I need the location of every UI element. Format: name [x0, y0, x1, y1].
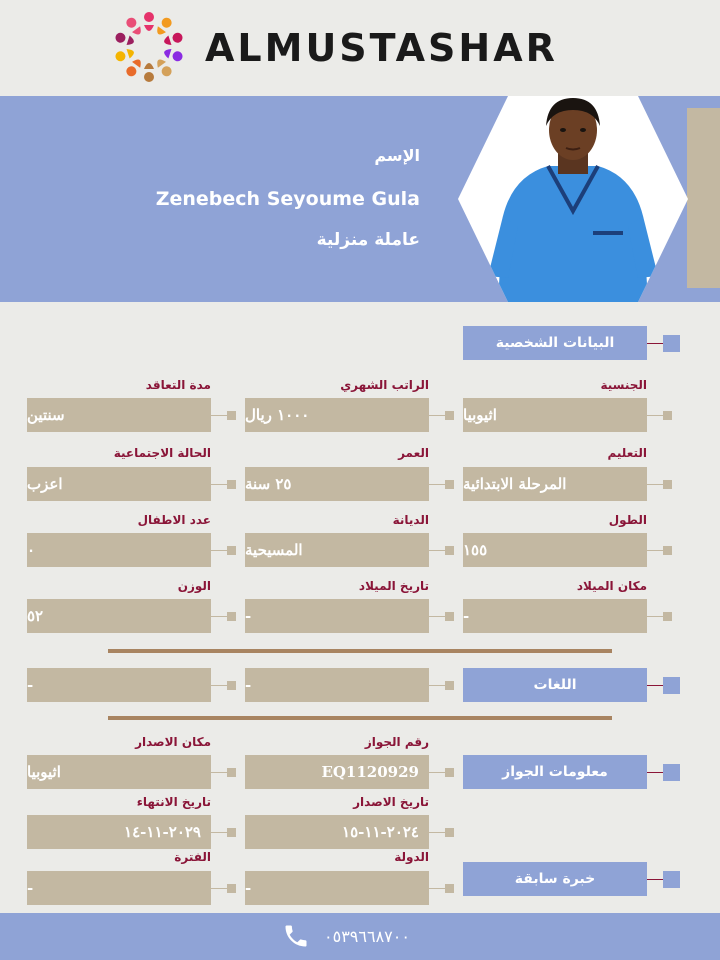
connector — [211, 550, 227, 551]
field-marker — [445, 612, 454, 621]
brand-name: ALMUSTASHAR — [205, 26, 558, 70]
connector — [647, 550, 663, 551]
period-label: الفترة — [174, 850, 211, 864]
connector — [647, 616, 663, 617]
passport-number-value: EQ1120929 — [245, 755, 429, 789]
phone-number[interactable]: ٠٥٣٩٦٦٨٧٠٠ — [324, 927, 410, 946]
age-label: العمر — [398, 446, 429, 460]
contract-duration-label: مدة التعاقد — [145, 378, 211, 392]
banner-accent-strip — [687, 108, 720, 288]
field-marker — [445, 480, 454, 489]
field-marker — [663, 612, 672, 621]
logo-icon — [108, 6, 190, 88]
profile-banner — [0, 96, 720, 302]
footer-bar — [0, 913, 720, 960]
heading-connector — [647, 879, 663, 880]
connector — [211, 772, 227, 773]
languages-heading: اللغات — [463, 668, 647, 702]
heading-marker — [663, 764, 680, 781]
connector — [211, 415, 227, 416]
connector — [429, 832, 445, 833]
field-marker — [227, 768, 236, 777]
heading-connector — [647, 343, 663, 344]
section-divider — [108, 716, 612, 720]
job-title: عاملة منزلية — [316, 230, 420, 250]
children-count-label: عدد الاطفال — [137, 513, 211, 527]
period-value: - — [27, 871, 211, 905]
connector — [211, 832, 227, 833]
heading-marker — [663, 677, 680, 694]
expiry-date-value: ٢٠٢٩-١١-١٤ — [27, 815, 211, 849]
field-marker — [445, 546, 454, 555]
salary-value: ١٠٠٠ ريال — [245, 398, 429, 432]
issue-place-value: اثيوبيا — [27, 755, 211, 789]
candidate-name: Zenebech Seyoume Gula — [155, 188, 420, 210]
marital-status-label: الحالة الاجتماعية — [113, 446, 211, 460]
field-marker — [663, 480, 672, 489]
connector — [429, 550, 445, 551]
education-value: المرحلة الابتدائية — [463, 467, 647, 501]
age-value: ٢٥ سنة — [245, 467, 429, 501]
birthplace-label: مكان الميلاد — [576, 579, 647, 593]
heading-connector — [647, 685, 663, 686]
field-marker — [445, 681, 454, 690]
field-marker — [227, 828, 236, 837]
section-divider — [108, 649, 612, 653]
height-value: ١٥٥ — [463, 533, 647, 567]
children-count-value: ٠ — [27, 533, 211, 567]
connector — [647, 484, 663, 485]
connector — [429, 616, 445, 617]
name-label: الإسم — [374, 146, 420, 165]
field-marker — [227, 411, 236, 420]
experience-heading: خبرة سابقة — [463, 862, 647, 896]
connector — [429, 415, 445, 416]
field-marker — [445, 411, 454, 420]
nationality-label: الجنسية — [600, 378, 647, 392]
heading-marker — [663, 871, 680, 888]
birthdate-value: - — [245, 599, 429, 633]
field-marker — [227, 884, 236, 893]
weight-label: الوزن — [177, 579, 211, 593]
field-marker — [445, 884, 454, 893]
field-marker — [227, 681, 236, 690]
field-marker — [227, 480, 236, 489]
country-value: - — [245, 871, 429, 905]
connector — [429, 888, 445, 889]
field-marker — [445, 828, 454, 837]
brand-header — [0, 0, 720, 96]
connector — [211, 616, 227, 617]
issue-date-value: ٢٠٢٤-١١-١٥ — [245, 815, 429, 849]
expiry-date-label: تاريخ الانتهاء — [136, 795, 211, 809]
connector — [211, 685, 227, 686]
height-label: الطول — [608, 513, 647, 527]
field-marker — [227, 546, 236, 555]
connector — [429, 484, 445, 485]
field-marker — [445, 768, 454, 777]
contract-duration-value: سنتين — [27, 398, 211, 432]
religion-label: الديانة — [392, 513, 429, 527]
birthdate-label: تاريخ الميلاد — [358, 579, 429, 593]
education-label: التعليم — [607, 446, 647, 460]
language-value-1: - — [245, 668, 429, 702]
connector — [429, 772, 445, 773]
field-marker — [663, 546, 672, 555]
connector — [429, 685, 445, 686]
passport-heading: معلومات الجواز — [463, 755, 647, 789]
heading-connector — [647, 772, 663, 773]
salary-label: الراتب الشهري — [340, 378, 429, 392]
nationality-value: اثيوبيا — [463, 398, 647, 432]
birthplace-value: - — [463, 599, 647, 633]
connector — [211, 888, 227, 889]
language-value-2: - — [27, 668, 211, 702]
field-marker — [663, 411, 672, 420]
passport-number-label: رقم الجواز — [364, 735, 429, 749]
phone-icon — [282, 922, 310, 950]
weight-value: ٥٢ — [27, 599, 211, 633]
religion-value: المسيحية — [245, 533, 429, 567]
candidate-photo — [458, 96, 688, 302]
field-marker — [227, 612, 236, 621]
heading-marker — [663, 335, 680, 352]
connector — [647, 415, 663, 416]
issue-place-label: مكان الاصدار — [135, 735, 211, 749]
personal-info-heading: البيانات الشخصية — [463, 326, 647, 360]
country-label: الدولة — [394, 850, 429, 864]
marital-status-value: اعزب — [27, 467, 211, 501]
connector — [211, 484, 227, 485]
issue-date-label: تاريخ الاصدار — [353, 795, 429, 809]
